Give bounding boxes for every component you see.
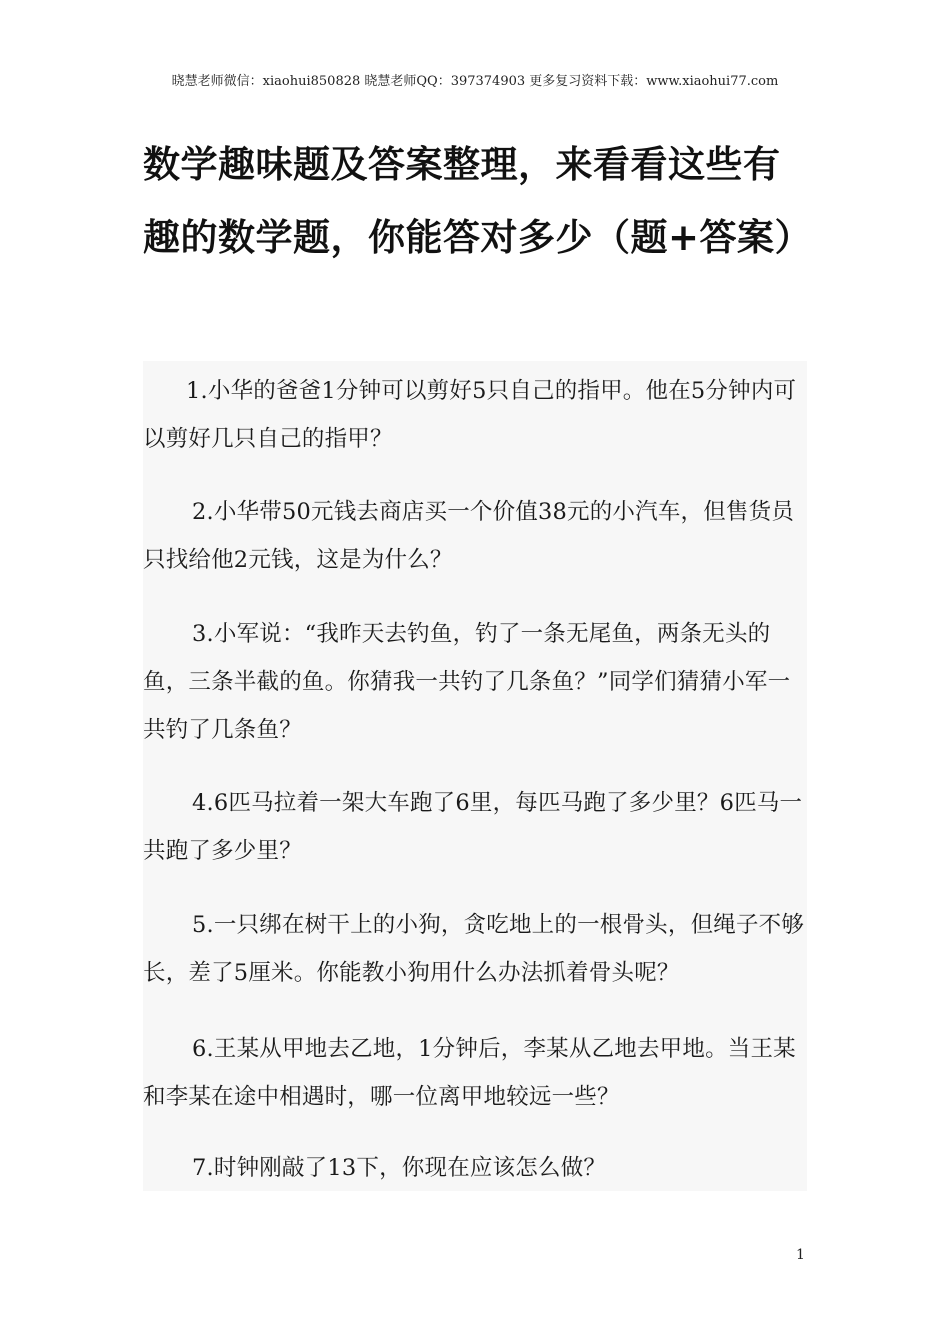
document-title: 数学趣味题及答案整理，来看看这些有趣的数学题，你能答对多少（题+答案） bbox=[143, 143, 813, 259]
page-header: 晓慧老师微信：xiaohui850828 晓慧老师QQ：397374903 更多复习资料下载：www.xiaohui77.com bbox=[171, 74, 779, 89]
question-7: 7.时钟刚敲了13下，你现在应该怎么做？ bbox=[192, 1155, 607, 1181]
question-list bbox=[143, 361, 807, 1191]
question-2: 2.小华带50元钱去商店买一个价值38元的小汽车，但售货员只找给他2元钱，这是为什么？ bbox=[143, 499, 795, 573]
question-6: 6.王某从甲地去乙地，1分钟后，李某从乙地去甲地。当王某和李某在途中相遇时，哪一位离甲地较远一些？ bbox=[143, 1036, 796, 1110]
question-1: 1.小华的爸爸1分钟可以剪好5只自己的指甲。他在5分钟内可以剪好几只自己的指甲？ bbox=[143, 378, 797, 452]
page-number: 1 bbox=[796, 1247, 805, 1263]
question-4: 4.6匹马拉着一架大车跑了6里，每匹马跑了多少里？6匹马一共跑了多少里？ bbox=[143, 790, 803, 864]
question-5: 5.一只绑在树干上的小狗，贪吃地上的一根骨头，但绳子不够长，差了5厘米。你能教小狗用什么办法抓着骨头呢？ bbox=[143, 912, 805, 986]
question-3: 3.小军说：“我昨天去钓鱼，钓了一条无尾鱼，两条无头的鱼，三条半截的鱼。你猜我一共钓了几条鱼？”同学们猜猜小军一共钓了几条鱼？ bbox=[143, 621, 791, 743]
